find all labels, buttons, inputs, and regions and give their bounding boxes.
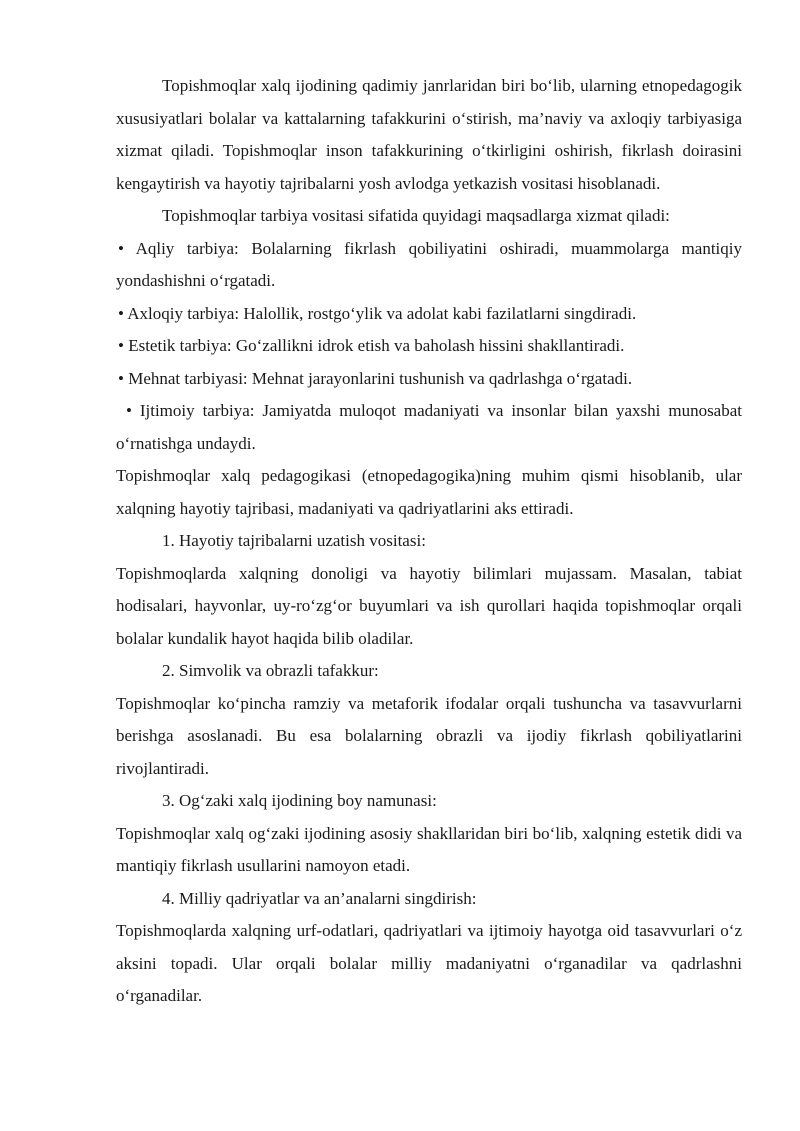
section-body-2: Topishmoqlar ko‘pincha ramziy va metaforik ifodalar orqali tushuncha va tasavvurlarni berishga asoslanadi. Bu esa bolalarning obrazli va ijodiy fikrlash qobiliyatlarini rivojlantiradi. [116, 693, 742, 778]
section-body-4: Topishmoqlarda xalqning urf-odatlari, qadriyatlari va ijtimoiy hayotga oid tasavvurlari o‘z aksini topadi. Ular orqali bolalar milliy madaniyatni o‘rganadilar va qadrlashni o‘rganadilar. [116, 921, 742, 1005]
bullet-ijtimoiy: • Ijtimoiy tarbiya: Jamiyatda muloqot madaniyati va insonlar bilan yaxshi munosabat o‘rnatishga undaydi. [116, 401, 747, 453]
section-heading-3: 3. Og‘zaki xalq ijodining boy namunasi: [162, 791, 437, 810]
bullet-aqliy: • Aqliy tarbiya: Bolalarning fikrlash qobiliyatini oshiradi, muammolarga mantiqiy yondashishni o‘rgatadi. [116, 238, 742, 290]
paragraph-intro-1: Topishmoqlar xalq ijodining qadimiy janrlaridan biri bo‘lib, ularning etnopedagogik xususiyatlari bolalar va kattalarning tafakkurini o‘stirish, ma’naviy va axloqiy tarbiyasiga xizmat qiladi. Topishmoqlar inson tafakkurining o‘tkirligini oshirish, fikrlash doirasini kengaytirish va hayotiy tajribalarni yosh avlodga yetkazish vositasi hisoblanadi. [116, 76, 742, 193]
bullet-axloqiy: • Axloqiy tarbiya: Halollik, rostgo‘ylik va adolat kabi fazilatlarni singdiradi. [118, 303, 637, 323]
section-heading-2: 2. Simvolik va obrazli tafakkur: [162, 661, 379, 680]
paragraph-intro-2: Topishmoqlar tarbiya vositasi sifatida quyidagi maqsadlarga xizmat qiladi: [162, 206, 670, 225]
paragraph-etnopedagogika: Topishmoqlar xalq pedagogikasi (etnopedagogika)ning muhim qismi hisoblanib, ular xalqning hayotiy tajribasi, madaniyati va qadriyatlarini aks ettiradi. [116, 466, 742, 518]
section-body-3: Topishmoqlar xalq og‘zaki ijodining asosiy shakllaridan biri bo‘lib, xalqning estetik didi va mantiqiy fikrlash usullarini namoyon etadi. [116, 823, 742, 875]
document-page [116, 70, 747, 1013]
section-heading-4: 4. Milliy qadriyatlar va an’analarni singdirish: [162, 888, 477, 908]
bullet-estetik: • Estetik tarbiya: Go‘zallikni idrok etish va baholash hissini shakllantiradi. [118, 336, 625, 355]
bullet-mehnat: • Mehnat tarbiyasi: Mehnat jarayonlarini tushunish va qadrlashga o‘rgatadi. [118, 368, 633, 388]
section-heading-1: 1. Hayotiy tajribalarni uzatish vositasi: [162, 531, 426, 550]
section-body-1: Topishmoqlarda xalqning donoligi va hayotiy bilimlari mujassam. Masalan, tabiat hodisalari, hayvonlar, uy-ro‘zg‘or buyumlari va ish qurollari haqida topishmoqlar orqali bolalar kundalik hayot haqida bilib oladilar. [116, 563, 742, 648]
